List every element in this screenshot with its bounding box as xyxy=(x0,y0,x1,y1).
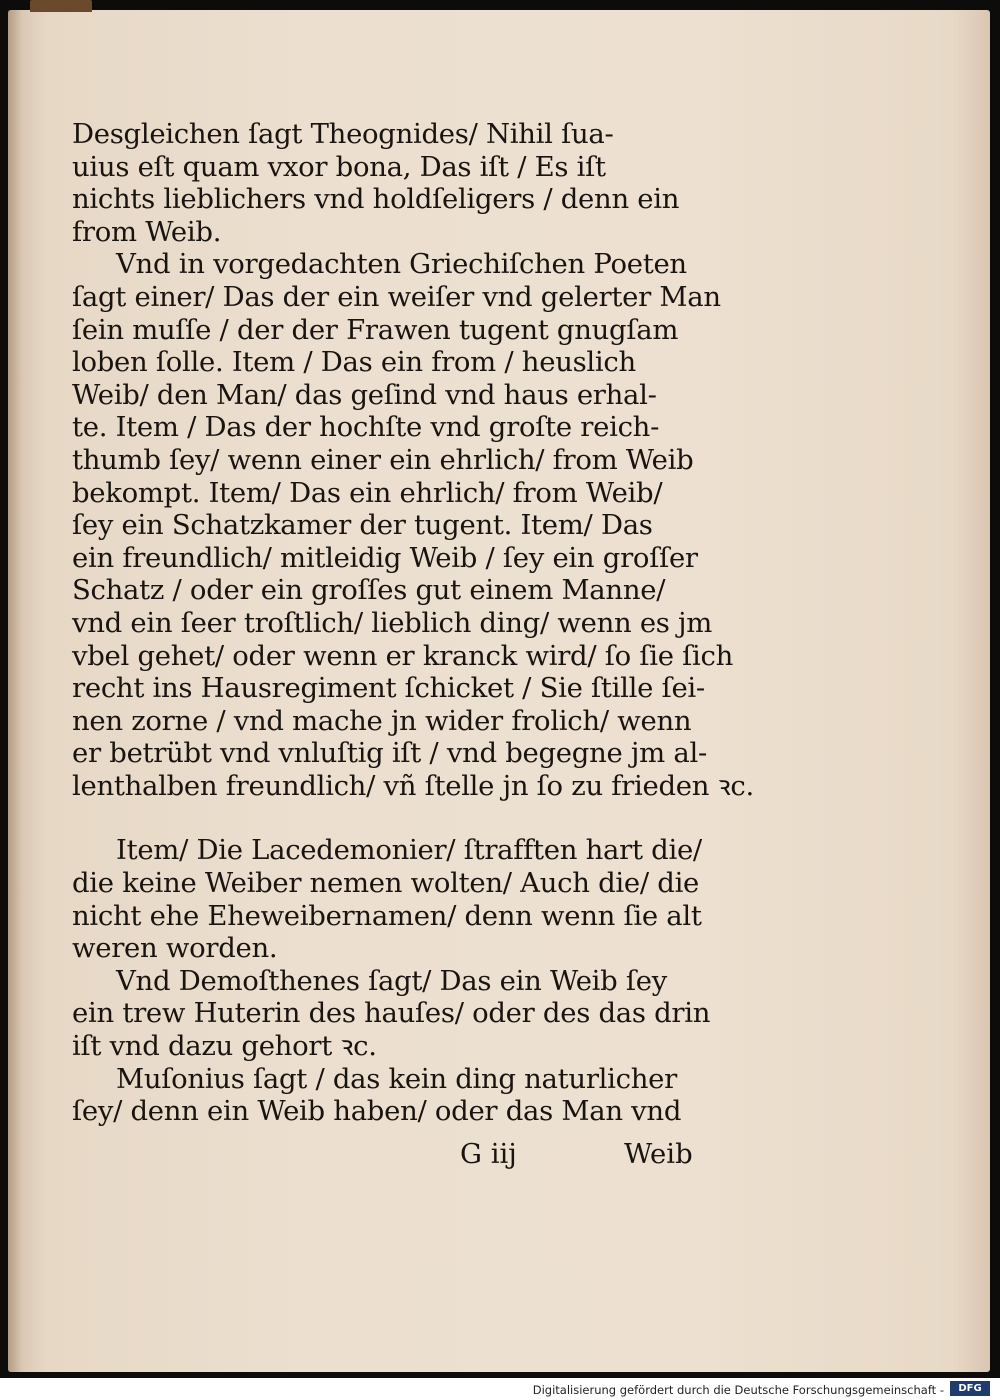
text-line: er betrübt vnd vnluſtig iſt / vnd begegne jm al- xyxy=(72,737,707,770)
text-line: ein freundlich/ mitleidig Weib / ſey ein groſſer xyxy=(72,541,698,574)
text-line: Vnd Demoſthenes ſagt/ Das ein Weib ſey xyxy=(116,964,668,997)
signature-mark: G iij xyxy=(460,1138,517,1170)
text-line: Item/ Die Lacedemonier/ ſtrafften hart die/ xyxy=(116,834,702,867)
text-line: Desgleichen ſagt Theognides/ Nihil ſua- xyxy=(72,118,614,150)
text-line: ſein muſſe / der der Frawen tugent gnugſam xyxy=(72,313,679,346)
text-line: nicht ehe Eheweibernamen/ denn wenn ſie alt xyxy=(72,899,702,932)
text-line: uius eſt quam vxor bona, Das iſt / Es iſt xyxy=(72,150,606,183)
text-line: weren worden. xyxy=(72,932,278,965)
text-line: ſagt einer/ Das der ein weiſer vnd gelerter Man xyxy=(72,280,721,313)
footer-bar xyxy=(0,1378,1000,1400)
text-line: ein trew Huterin des hauſes/ oder des das drin xyxy=(72,997,711,1030)
text-line: ſey ein Schatzkamer der tugent. Item/ Das xyxy=(72,509,653,542)
text-line: ſey/ denn ein Weib haben/ oder das Man vnd xyxy=(72,1095,682,1128)
digitization-credit: Digitalisierung gefördert durch die Deutsche Forschungsgemeinschaft - xyxy=(532,1383,944,1397)
catchword: Weib xyxy=(624,1138,693,1170)
text-line: iſt vnd dazu gehort ꝛc. xyxy=(72,1030,377,1063)
page-edge-shadow xyxy=(8,10,22,1372)
text-line: nichts lieblichers vnd holdſeligers / denn ein xyxy=(72,183,680,216)
page-tab xyxy=(30,0,92,12)
page-text xyxy=(72,118,754,1128)
text-line: recht ins Hausregiment ſchicket / Sie ſtille ſei- xyxy=(72,672,705,705)
text-line: loben ſolle. Item / Das ein from / heuslich xyxy=(72,346,636,379)
text-line: vbel gehet/ oder wenn er kranck wird/ ſo ſie ſich xyxy=(72,639,733,672)
text-line: die keine Weiber nemen wolten/ Auch die/ die xyxy=(72,867,700,900)
text-line: bekompt. Item/ Das ein ehrlich/ from Weib/ xyxy=(72,476,663,509)
text-line: thumb ſey/ wenn einer ein ehrlich/ from Weib xyxy=(72,443,694,476)
text-line: vnd ein ſeer troſtlich/ lieblich ding/ wenn es jm xyxy=(72,606,713,639)
text-line: Vnd in vorgedachten Griechiſchen Poeten xyxy=(116,248,687,281)
text-line: nen zorne / vnd mache jn wider frolich/ wenn xyxy=(72,704,692,737)
text-line: Weib/ den Man/ das geſind vnd haus erhal- xyxy=(72,378,657,411)
text-line: lenthalben freundlich/ vñ ſtelle jn ſo zu frieden ꝛc. xyxy=(72,769,754,802)
dfg-logo: DFG xyxy=(950,1381,990,1396)
text-line: from Weib. xyxy=(72,215,222,248)
text-line: te. Item / Das der hochſte vnd groſte reich- xyxy=(72,411,660,444)
text-line: Schatz / oder ein groſſes gut einem Manne/ xyxy=(72,574,666,607)
catch-line xyxy=(72,1138,712,1172)
text-line: Muſonius ſagt / das kein ding naturlicher xyxy=(116,1062,677,1095)
paragraph-gap xyxy=(72,802,712,834)
